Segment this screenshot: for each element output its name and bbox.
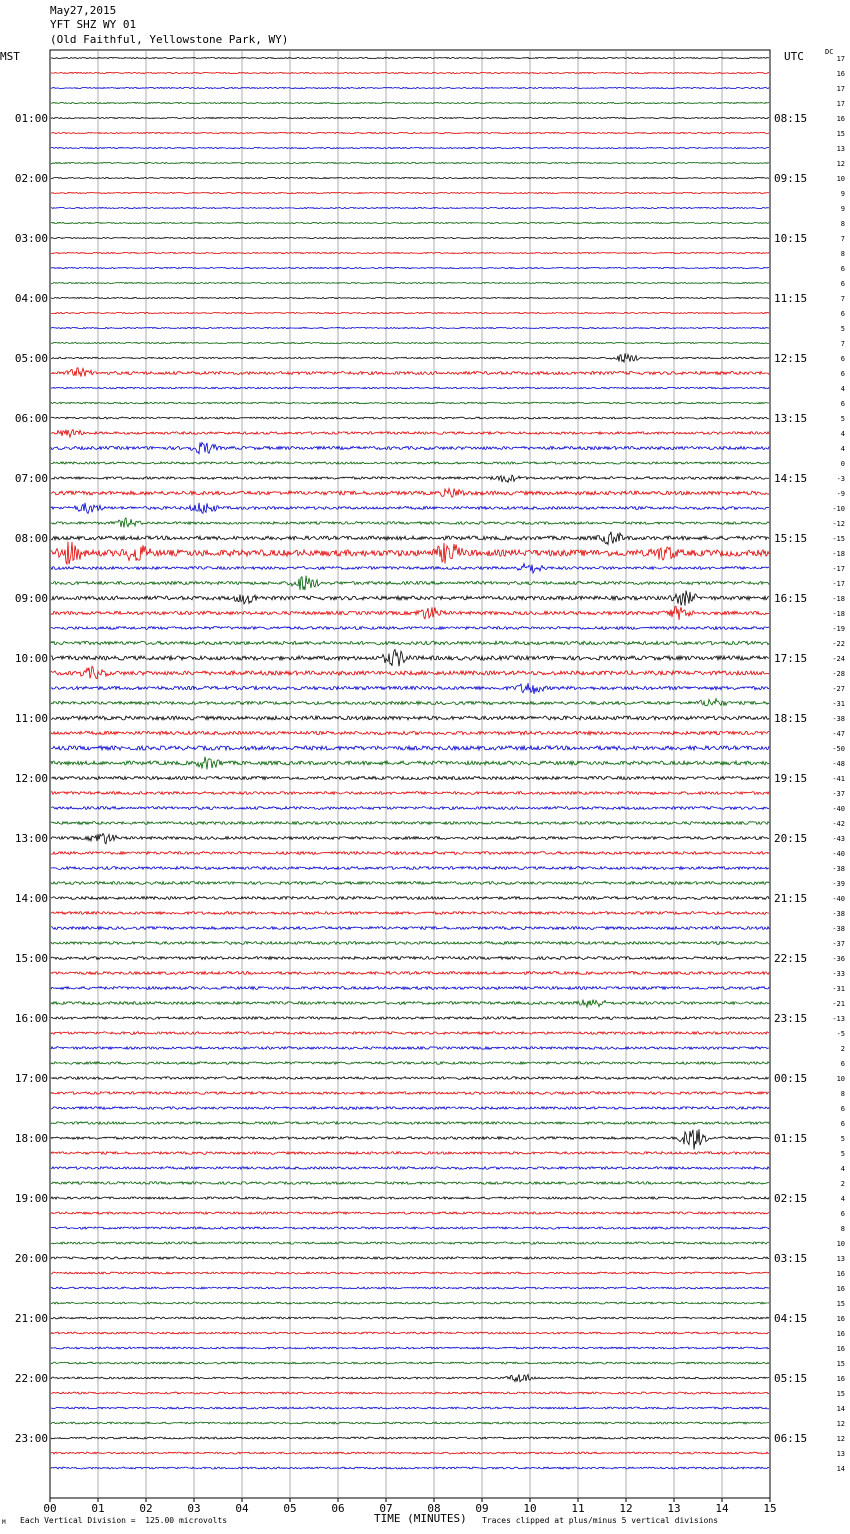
trace-row	[51, 102, 769, 103]
trace-row	[51, 1227, 769, 1229]
dc-offset-label: DC	[825, 48, 834, 56]
trace-row	[51, 1062, 769, 1065]
trace-row	[51, 912, 769, 915]
dc-offset-value: 8	[840, 1225, 845, 1233]
dc-offset-value: 16	[836, 1315, 845, 1323]
dc-offset-value: 15	[836, 1300, 845, 1308]
dc-offset-value: -38	[832, 715, 845, 723]
mst-hour-label: 06:00	[14, 412, 48, 425]
trace-row	[51, 1407, 769, 1409]
x-axis-title: TIME (MINUTES)	[374, 1512, 467, 1525]
dc-offset-value: 9	[840, 205, 845, 213]
trace-row	[51, 1302, 769, 1304]
dc-offset-value: 16	[836, 1375, 845, 1383]
trace-row	[51, 252, 769, 253]
trace-row	[51, 1017, 769, 1020]
dc-offset-value: -17	[832, 565, 845, 573]
mst-axis-label: MST	[0, 50, 20, 63]
x-tick-label: 10	[523, 1502, 537, 1515]
utc-hour-label: 18:15	[774, 712, 808, 725]
trace-row	[51, 207, 769, 208]
scale-note: Each Vertical Division = 125.00 microvolts	[20, 1516, 228, 1525]
dc-offset-value: 8	[840, 1090, 845, 1098]
trace-row	[51, 1347, 769, 1349]
dc-offset-value: 4	[840, 1165, 845, 1173]
utc-hour-label: 01:15	[774, 1132, 808, 1145]
dc-offset-value: -48	[832, 760, 845, 768]
trace-row	[51, 1129, 769, 1149]
dc-offset-value: 6	[840, 370, 845, 378]
mst-hour-label: 09:00	[14, 592, 48, 605]
utc-hour-label: 09:15	[774, 172, 808, 185]
dc-offset-value: 17	[836, 100, 845, 108]
dc-offset-value: 5	[840, 415, 845, 423]
dc-offset-value: -10	[832, 505, 845, 513]
dc-offset-labels	[832, 55, 845, 1473]
trace-row	[51, 867, 769, 870]
dc-offset-value: 17	[836, 55, 845, 63]
utc-hour-label: 06:15	[774, 1432, 808, 1445]
dc-offset-value: 5	[840, 1135, 845, 1143]
dc-offset-value: 4	[840, 1195, 845, 1203]
trace-row	[51, 606, 769, 620]
dc-offset-value: -31	[832, 700, 845, 708]
utc-hour-label: 02:15	[774, 1192, 808, 1205]
dc-offset-value: 10	[836, 1075, 845, 1083]
trace-row	[51, 297, 769, 298]
x-tick-label: 04	[235, 1502, 249, 1515]
mst-hour-label: 14:00	[14, 892, 48, 905]
trace-row	[51, 1212, 769, 1214]
dc-offset-value: -50	[832, 745, 845, 753]
trace-row	[51, 1287, 769, 1289]
dc-offset-value: -18	[832, 595, 845, 603]
clip-note: Traces clipped at plus/minus 5 vertical divisions	[482, 1516, 719, 1525]
trace-row	[51, 462, 769, 464]
trace-row	[51, 1317, 769, 1319]
seismic-traces	[51, 57, 769, 1469]
dc-offset-value: -40	[832, 895, 845, 903]
trace-row	[51, 576, 769, 591]
trace-row	[51, 488, 769, 497]
dc-offset-value: 12	[836, 1420, 845, 1428]
dc-offset-value: -40	[832, 850, 845, 858]
x-tick-label: 00	[43, 1502, 57, 1515]
x-tick-label: 02	[139, 1502, 153, 1515]
dc-offset-value: 14	[836, 1405, 845, 1413]
trace-row	[51, 162, 769, 163]
trace-row	[51, 564, 769, 574]
trace-row	[51, 1467, 769, 1469]
trace-row	[51, 1152, 769, 1155]
trace-row	[51, 822, 769, 825]
dc-offset-value: -28	[832, 670, 845, 678]
utc-hour-label: 20:15	[774, 832, 808, 845]
trace-row	[51, 430, 769, 438]
trace-row	[51, 834, 769, 844]
dc-offset-value: 6	[840, 355, 845, 363]
utc-hour-label: 03:15	[774, 1252, 808, 1265]
dc-offset-value: -37	[832, 940, 845, 948]
mst-hour-label: 15:00	[14, 952, 48, 965]
trace-row	[51, 1257, 769, 1259]
trace-row	[51, 683, 769, 694]
trace-row	[51, 1032, 769, 1035]
mst-hour-label: 20:00	[14, 1252, 48, 1265]
mst-hour-label: 16:00	[14, 1012, 48, 1025]
dc-offset-value: -42	[832, 820, 845, 828]
trace-row	[51, 852, 769, 855]
trace-row	[51, 1197, 769, 1199]
trace-row	[51, 1167, 769, 1170]
trace-row	[51, 1362, 769, 1364]
mst-hour-label: 12:00	[14, 772, 48, 785]
trace-row	[51, 1272, 769, 1274]
trace-row	[51, 518, 769, 528]
dc-offset-value: 15	[836, 130, 845, 138]
x-tick-label: 08	[427, 1502, 441, 1515]
trace-row	[51, 1242, 769, 1244]
trace-row	[51, 807, 769, 810]
corner-mark: M	[2, 1519, 6, 1526]
trace-row	[51, 641, 769, 645]
x-tick-label: 05	[283, 1502, 297, 1515]
trace-row	[51, 267, 769, 268]
trace-row	[51, 776, 769, 779]
mst-hour-label: 23:00	[14, 1432, 48, 1445]
utc-hour-label: 21:15	[774, 892, 808, 905]
mst-hour-label: 21:00	[14, 1312, 48, 1325]
utc-hour-label: 11:15	[774, 292, 808, 305]
mst-hour-label: 19:00	[14, 1192, 48, 1205]
dc-offset-value: -31	[832, 985, 845, 993]
dc-offset-value: 4	[840, 385, 845, 393]
trace-row	[51, 368, 769, 377]
trace-row	[51, 972, 769, 975]
dc-offset-value: 16	[836, 1285, 845, 1293]
trace-row	[51, 87, 769, 88]
dc-offset-value: -18	[832, 610, 845, 618]
trace-row	[51, 327, 769, 328]
trace-row	[51, 757, 769, 770]
dc-offset-value: -17	[832, 580, 845, 588]
dc-offset-value: -38	[832, 910, 845, 918]
mst-hour-label: 03:00	[14, 232, 48, 245]
trace-row	[51, 443, 769, 454]
trace-row	[51, 1422, 769, 1424]
mst-hour-label: 05:00	[14, 352, 48, 365]
utc-hour-label: 17:15	[774, 652, 808, 665]
dc-offset-value: 7	[840, 340, 845, 348]
dc-offset-value: -5	[836, 1030, 845, 1038]
dc-offset-value: -12	[832, 520, 845, 528]
trace-row	[51, 1092, 769, 1095]
mst-hour-label: 07:00	[14, 472, 48, 485]
mst-hour-label: 10:00	[14, 652, 48, 665]
x-tick-label: 12	[619, 1502, 633, 1515]
trace-row	[51, 237, 769, 238]
trace-row	[51, 1374, 769, 1381]
dc-offset-value: -39	[832, 880, 845, 888]
trace-row	[51, 627, 769, 630]
dc-offset-value: -37	[832, 790, 845, 798]
utc-hour-label: 23:15	[774, 1012, 808, 1025]
dc-offset-value: 0	[840, 460, 845, 468]
dc-offset-value: 13	[836, 145, 845, 153]
trace-row	[51, 716, 769, 720]
trace-row	[51, 927, 769, 930]
trace-row	[51, 897, 769, 900]
trace-row	[51, 650, 769, 667]
utc-hour-label: 16:15	[774, 592, 808, 605]
dc-offset-value: 5	[840, 325, 845, 333]
trace-row	[51, 192, 769, 193]
dc-offset-value: 9	[840, 190, 845, 198]
trace-row	[51, 1452, 769, 1454]
utc-hour-label: 14:15	[774, 472, 808, 485]
trace-row	[51, 147, 769, 148]
mst-hour-label: 17:00	[14, 1072, 48, 1085]
utc-hour-label: 12:15	[774, 352, 808, 365]
mst-hour-label: 11:00	[14, 712, 48, 725]
dc-offset-value: -15	[832, 535, 845, 543]
dc-offset-value: 16	[836, 1270, 845, 1278]
dc-offset-value: -21	[832, 1000, 845, 1008]
trace-row	[51, 282, 769, 283]
x-tick-label: 11	[571, 1502, 585, 1515]
mst-hour-label: 02:00	[14, 172, 48, 185]
trace-row	[51, 353, 769, 362]
x-tick-label: 07	[379, 1502, 393, 1515]
trace-row	[51, 132, 769, 133]
dc-offset-value: 5	[840, 1150, 845, 1158]
dc-offset-value: 6	[840, 1120, 845, 1128]
dc-offset-value: 15	[836, 1390, 845, 1398]
trace-row	[51, 1077, 769, 1080]
dc-offset-value: 12	[836, 1435, 845, 1443]
trace-row	[51, 882, 769, 885]
x-tick-label: 14	[715, 1502, 729, 1515]
mst-hour-label: 13:00	[14, 832, 48, 845]
trace-row	[51, 591, 769, 606]
dc-offset-value: -22	[832, 640, 845, 648]
dc-offset-value: 6	[840, 1060, 845, 1068]
trace-row	[51, 417, 769, 419]
dc-offset-value: -13	[832, 1015, 845, 1023]
trace-row	[51, 1000, 769, 1007]
dc-offset-value: -47	[832, 730, 845, 738]
dc-offset-value: 6	[840, 280, 845, 288]
dc-offset-value: -19	[832, 625, 845, 633]
trace-row	[51, 503, 769, 514]
dc-offset-value: -33	[832, 970, 845, 978]
location-label: (Old Faithful, Yellowstone Park, WY)	[50, 33, 289, 46]
dc-offset-value: -36	[832, 955, 845, 963]
trace-row	[51, 57, 769, 58]
utc-hour-label: 22:15	[774, 952, 808, 965]
dc-offset-value: -9	[836, 490, 845, 498]
dc-offset-value: 15	[836, 1360, 845, 1368]
utc-axis-label: UTC	[784, 50, 804, 63]
dc-offset-value: 7	[840, 295, 845, 303]
dc-offset-value: -3	[836, 475, 845, 483]
station-label: YFT SHZ WY 01	[50, 18, 137, 31]
dc-offset-value: -38	[832, 865, 845, 873]
dc-offset-value: -43	[832, 835, 845, 843]
utc-hour-label: 00:15	[774, 1072, 808, 1085]
dc-offset-value: 14	[836, 1465, 845, 1473]
trace-row	[51, 402, 769, 404]
dc-offset-value: 6	[840, 1105, 845, 1113]
utc-hour-label: 08:15	[774, 112, 808, 125]
utc-hour-label: 13:15	[774, 412, 808, 425]
dc-offset-value: 13	[836, 1255, 845, 1263]
trace-row	[51, 222, 769, 223]
dc-offset-value: 10	[836, 175, 845, 183]
dc-offset-value: 17	[836, 85, 845, 93]
x-tick-label: 01	[91, 1502, 105, 1515]
dc-offset-value: 6	[840, 310, 845, 318]
trace-row	[51, 1437, 769, 1439]
x-tick-label: 09	[475, 1502, 489, 1515]
trace-row	[51, 1122, 769, 1125]
trace-row	[51, 1332, 769, 1334]
trace-row	[51, 1047, 769, 1050]
trace-row	[51, 746, 769, 750]
trace-row	[51, 987, 769, 990]
dc-offset-value: 2	[840, 1045, 845, 1053]
mst-hour-label: 08:00	[14, 532, 48, 545]
dc-offset-value: 8	[840, 250, 845, 258]
dc-offset-value: 16	[836, 1330, 845, 1338]
trace-row	[51, 731, 769, 735]
dc-offset-value: 16	[836, 1345, 845, 1353]
utc-hour-label: 04:15	[774, 1312, 808, 1325]
dc-offset-value: -27	[832, 685, 845, 693]
dc-offset-value: 4	[840, 445, 845, 453]
dc-offset-value: 16	[836, 70, 845, 78]
trace-row	[51, 1107, 769, 1110]
mst-hour-label: 01:00	[14, 112, 48, 125]
date-label: May27,2015	[50, 4, 117, 17]
mst-hour-label: 22:00	[14, 1372, 48, 1385]
dc-offset-value: 6	[840, 1210, 845, 1218]
trace-row	[51, 475, 769, 482]
dc-offset-value: 13	[836, 1450, 845, 1458]
utc-hour-label: 05:15	[774, 1372, 808, 1385]
dc-offset-value: 4	[840, 430, 845, 438]
trace-row	[51, 117, 769, 118]
utc-hour-label: 10:15	[774, 232, 808, 245]
dc-offset-value: 2	[840, 1180, 845, 1188]
dc-offset-value: -18	[832, 550, 845, 558]
mst-hour-label: 04:00	[14, 292, 48, 305]
trace-row	[51, 177, 769, 178]
trace-row	[51, 312, 769, 313]
dc-offset-value: -24	[832, 655, 845, 663]
trace-row	[51, 666, 769, 678]
trace-row	[51, 72, 769, 73]
mst-hour-label: 18:00	[14, 1132, 48, 1145]
dc-offset-value: -41	[832, 775, 845, 783]
trace-row	[51, 532, 769, 545]
x-tick-label: 15	[763, 1502, 777, 1515]
utc-hour-label: 19:15	[774, 772, 808, 785]
trace-row	[51, 942, 769, 945]
x-tick-label: 03	[187, 1502, 201, 1515]
trace-row	[51, 792, 769, 795]
utc-hour-label: 15:15	[774, 532, 808, 545]
dc-offset-value: 7	[840, 235, 845, 243]
dc-offset-value: -38	[832, 925, 845, 933]
trace-row	[51, 957, 769, 960]
trace-row	[51, 1182, 769, 1185]
dc-offset-value: 6	[840, 265, 845, 273]
x-tick-label: 13	[667, 1502, 681, 1515]
trace-row	[51, 342, 769, 343]
trace-row	[51, 699, 769, 706]
dc-offset-value: 12	[836, 160, 845, 168]
trace-row	[51, 387, 769, 389]
x-tick-label: 06	[331, 1502, 345, 1515]
dc-offset-value: 8	[840, 220, 845, 228]
dc-offset-value: 6	[840, 400, 845, 408]
dc-offset-value: 16	[836, 115, 845, 123]
dc-offset-value: -40	[832, 805, 845, 813]
trace-row	[51, 1392, 769, 1394]
trace-row	[51, 542, 769, 565]
dc-offset-value: 10	[836, 1240, 845, 1248]
